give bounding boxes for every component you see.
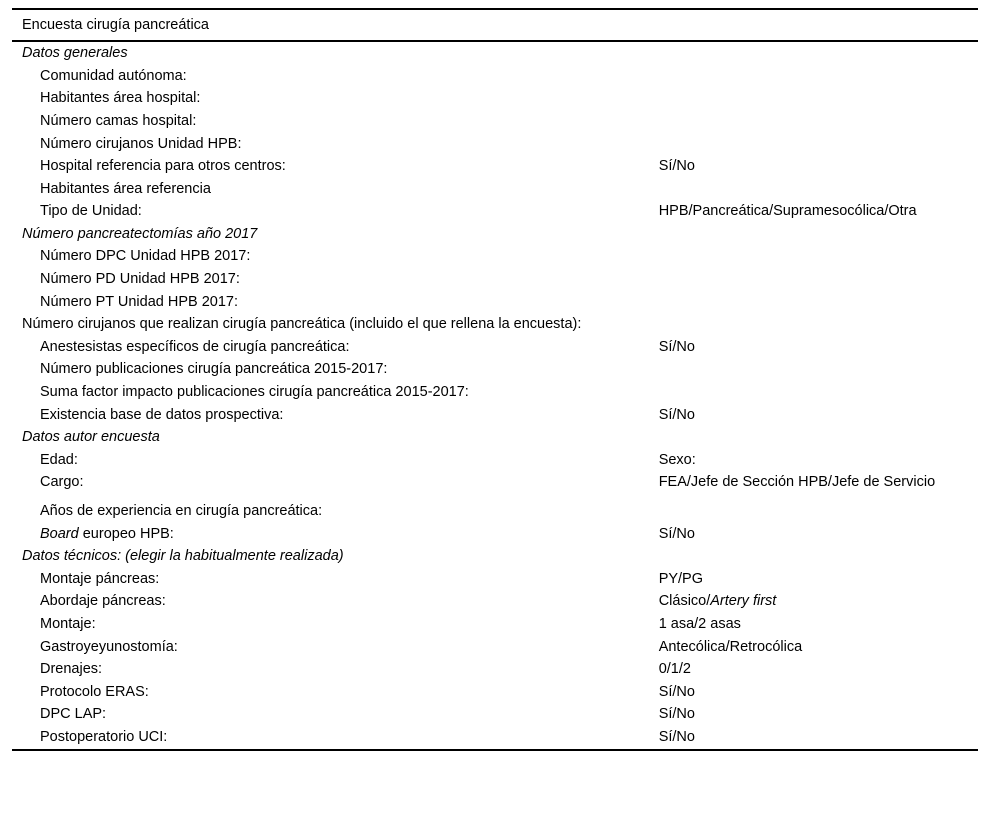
row-label: Comunidad autónoma: [40, 67, 187, 84]
row-value [659, 155, 978, 178]
section-heading-cell [12, 42, 659, 65]
row-label: Drenajes: [40, 661, 103, 678]
row-label: Hospital referencia para otros centros: [40, 158, 286, 175]
row-value [659, 681, 978, 704]
row-label: Protocolo ERAS: [40, 683, 149, 700]
row-label: Habitantes área hospital: [40, 90, 201, 107]
row-label: Número camas hospital: [40, 112, 197, 129]
table-row [12, 404, 978, 427]
table-row [12, 523, 978, 546]
section-heading: Datos generales [22, 45, 128, 62]
table-row [12, 268, 978, 291]
row-value [659, 523, 978, 546]
row-label-cell [12, 681, 659, 704]
row-label-cell [12, 636, 659, 659]
row-value-text: Sí/No [658, 406, 695, 423]
row-value [659, 87, 978, 110]
row-label-cell [12, 590, 659, 613]
row-value-text: HPB/Pancreática/Supramesocólica/Otra [658, 203, 917, 220]
row-value [659, 568, 978, 591]
section-heading: Datos técnicos: (elegir la habitualmente realizada) [22, 548, 344, 565]
table-row [12, 726, 978, 749]
row-value [659, 42, 978, 65]
row-label: Suma factor impacto publicaciones cirugía pancreática 2015-2017: [40, 384, 469, 401]
row-label-cell [12, 313, 659, 336]
row-value [659, 291, 978, 314]
row-value-text: 1 asa/2 asas [658, 615, 741, 632]
row-label: Edad: [40, 451, 78, 468]
row-label: Años de experiencia en cirugía pancreática: [40, 503, 323, 519]
table-row [12, 636, 978, 659]
row-label-cell [12, 245, 659, 268]
table-row [12, 65, 978, 88]
row-label-cell [12, 65, 659, 88]
section-heading-cell [12, 223, 659, 246]
table-row [12, 381, 978, 404]
survey-table [12, 8, 978, 751]
row-label-cell [12, 658, 659, 681]
row-label: Existencia base de datos prospectiva: [40, 406, 284, 423]
row-value [659, 613, 978, 636]
row-value [659, 178, 978, 201]
section-heading-cell [12, 545, 659, 568]
row-label-cell [12, 358, 659, 381]
row-value [659, 358, 978, 381]
row-label: Número DPC Unidad HPB 2017: [40, 248, 251, 265]
row-value-emphasis: Artery first [710, 593, 777, 610]
table-row [12, 110, 978, 133]
table-row [12, 590, 978, 613]
row-value-text: Sí/No [658, 706, 695, 723]
row-value [659, 404, 978, 427]
row-label-cell [12, 87, 659, 110]
row-label-cell [12, 404, 659, 427]
row-label: Tipo de Unidad: [40, 203, 142, 220]
table-row [12, 568, 978, 591]
row-value [659, 268, 978, 291]
row-label-cell [12, 471, 659, 494]
section-heading: Datos autor encuesta [22, 429, 160, 446]
row-label-cell [12, 726, 659, 749]
row-value-text: Sí/No [658, 338, 695, 355]
row-label-cell [12, 703, 659, 726]
row-value [659, 313, 978, 336]
table-row [12, 133, 978, 156]
row-label-cell [12, 155, 659, 178]
row-label: Gastroyeyunostomía: [40, 638, 178, 655]
table-row [12, 155, 978, 178]
row-value-text: Sí/No [658, 683, 695, 700]
row-label: Postoperatorio UCI: [40, 728, 168, 745]
table-row [12, 245, 978, 268]
row-label: Número cirujanos que realizan cirugía pancreática (incluido el que rellena la encuesta): [22, 316, 582, 333]
table-row [12, 336, 978, 359]
table-row [12, 200, 978, 223]
survey-rows-table [12, 42, 978, 748]
row-label: Abordaje páncreas: [40, 593, 166, 610]
row-label [12, 523, 659, 546]
row-label-cell [12, 200, 659, 223]
row-value-text: Sí/No [658, 525, 695, 542]
row-value-text: Sí/No [658, 728, 695, 745]
row-label: Anestesistas específicos de cirugía pancreática: [40, 338, 350, 355]
table-row [12, 42, 978, 65]
document-page [0, 8, 992, 825]
table-row [12, 223, 978, 246]
row-label-cell [12, 133, 659, 156]
row-value [659, 200, 978, 223]
row-value-text: Sí/No [658, 158, 695, 175]
row-value [659, 726, 978, 749]
row-value [659, 703, 978, 726]
row-label: Número PT Unidad HPB 2017: [40, 293, 239, 310]
row-value-text: PY/PG [658, 570, 704, 587]
row-label: Número cirujanos Unidad HPB: [40, 135, 242, 152]
row-label-cell [12, 449, 659, 472]
row-label: Cargo: [40, 474, 84, 491]
row-value [659, 636, 978, 659]
row-value [659, 500, 978, 523]
row-label-cell [12, 110, 659, 133]
table-row [12, 500, 978, 523]
section-heading: Número pancreatectomías año 2017 [22, 225, 258, 242]
row-value [659, 449, 978, 472]
row-value [659, 426, 978, 449]
row-value [659, 336, 978, 359]
row-label-cell [12, 178, 659, 201]
row-label-cell [12, 500, 659, 523]
table-row [12, 658, 978, 681]
table-row [12, 471, 978, 494]
row-value [659, 245, 978, 268]
row-label-cell [12, 268, 659, 291]
row-value-text: 0/1/2 [658, 661, 691, 678]
table-row [12, 178, 978, 201]
row-value [659, 381, 978, 404]
row-label: Habitantes área referencia [40, 180, 211, 197]
table-row [12, 291, 978, 314]
row-value-text: Clásico/ [658, 593, 711, 610]
row-label-cell [12, 523, 659, 546]
row-value-text: Antecólica/Retrocólica [658, 638, 803, 655]
row-label-cell [12, 381, 659, 404]
row-label: Montaje: [40, 615, 96, 632]
table-row [12, 681, 978, 704]
table-row [12, 449, 978, 472]
table-row [12, 613, 978, 636]
row-label-cell [12, 613, 659, 636]
row-value [659, 133, 978, 156]
table-row [12, 313, 978, 336]
row-value [659, 110, 978, 133]
table-row [12, 703, 978, 726]
row-value [659, 223, 978, 246]
table-caption: Encuesta cirugía pancreática [22, 17, 209, 33]
table-row [12, 87, 978, 110]
row-label: Número PD Unidad HPB 2017: [40, 271, 240, 288]
row-label: DPC LAP: [40, 706, 107, 723]
row-value [659, 471, 978, 494]
row-label-cell [12, 291, 659, 314]
table-row [12, 358, 978, 381]
row-label: Montaje páncreas: [40, 570, 160, 587]
row-label-emphasis: Board [40, 525, 79, 542]
row-value-text: Sexo: [658, 451, 696, 468]
row-label-cell [12, 568, 659, 591]
table-row [12, 426, 978, 449]
section-heading-cell [12, 426, 659, 449]
row-value [659, 590, 978, 613]
row-value [659, 545, 978, 568]
row-label-rest: europeo HPB: [78, 525, 174, 542]
row-value [659, 65, 978, 88]
table-row [12, 545, 978, 568]
row-label: Número publicaciones cirugía pancreática 2015-2017: [40, 361, 388, 378]
table-bottom-rule [12, 749, 978, 751]
row-value-text: FEA/Jefe de Sección HPB/Jefe de Servicio [658, 474, 936, 491]
row-value [659, 658, 978, 681]
row-label-cell [12, 336, 659, 359]
